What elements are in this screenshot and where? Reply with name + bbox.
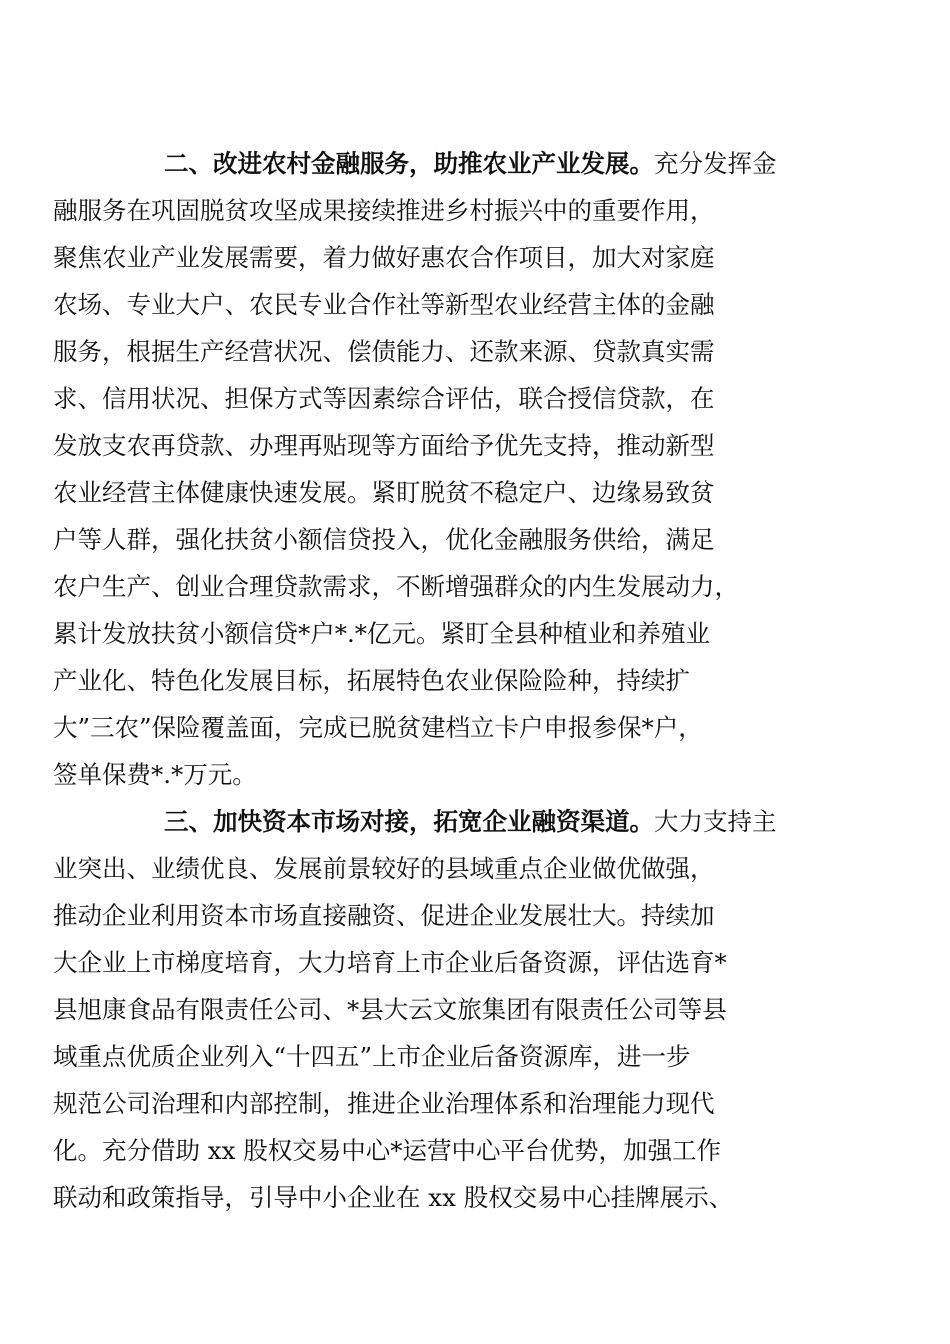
paragraph-3-heading: 三、加快资本市场对接，拓宽企业融资渠道。 — [164, 807, 654, 836]
paragraph-2-line: 累计发放扶贫小额信贷*户*.*亿元。紧盯全县种植业和养殖业 — [53, 619, 711, 648]
paragraph-2-line: 产业化、特色化发展目标，拓展特色农业保险险种，持续扩 — [53, 666, 690, 695]
paragraph-3-first-line-text: 大力支持主 — [654, 807, 777, 836]
paragraph-2-line: 服务，根据生产经营状况、偿债能力、还款来源、贷款真实需 — [53, 337, 715, 366]
paragraph-2-line: 求、信用状况、担保方式等因素综合评估，联合授信贷款，在 — [53, 384, 715, 413]
paragraph-2-line: 户等人群，强化扶贫小额信贷投入，优化金融服务供给，满足 — [53, 525, 715, 554]
paragraph-2-line: 聚焦农业产业发展需要，着力做好惠农合作项目，加大对家庭 — [53, 243, 715, 272]
paragraph-3-line: 域重点优质企业列入“十四五”上市企业后备资源库，进一步 — [53, 1042, 691, 1071]
paragraph-3-line: 化。充分借助 xx 股权交易中心*运营中心平台优势，加强工作 — [53, 1136, 721, 1165]
paragraph-2-line: 农业经营主体健康快速发展。紧盯脱贫不稳定户、边缘易致贫 — [53, 478, 715, 507]
paragraph-2-line: 农户生产、创业合理贷款需求，不断增强群众的内生发展动力， — [53, 572, 739, 601]
paragraph-3-first-line — [164, 798, 844, 845]
paragraph-3-line: 推动企业利用资本市场直接融资、促进企业发展壮大。持续加 — [53, 901, 715, 930]
paragraph-3-line: 县旭康食品有限责任公司、*县大云文旅集团有限责任公司等县 — [53, 995, 727, 1024]
paragraph-2-line: 签单保费*.*万元。 — [53, 760, 257, 789]
paragraph-2-line: 融服务在巩固脱贫攻坚成果接续推进乡村振兴中的重要作用， — [53, 196, 715, 225]
body-text — [53, 140, 844, 1221]
paragraph-3-line: 大企业上市梯度培育，大力培育上市企业后备资源，评估选育* — [53, 948, 727, 977]
paragraph-2-line: 大”三农”保险覆盖面，完成已脱贫建档立卡户申报参保*户， — [53, 713, 703, 742]
paragraph-2-first-line — [164, 140, 844, 187]
paragraph-3-line: 规范公司治理和内部控制，推进企业治理体系和治理能力现代 — [53, 1089, 715, 1118]
paragraph-2-line: 发放支农再贷款、办理再贴现等方面给予优先支持，推动新型 — [53, 431, 715, 460]
paragraph-2-heading: 二、改进农村金融服务，助推农业产业发展。 — [164, 149, 654, 178]
paragraph-3-line: 业突出、业绩优良、发展前景较好的县域重点企业做优做强， — [53, 854, 715, 883]
paragraph-3-line: 联动和政策指导，引导中小企业在 xx 股权交易中心挂牌展示、 — [53, 1183, 734, 1212]
paragraph-2-line: 农场、专业大户、农民专业合作社等新型农业经营主体的金融 — [53, 290, 715, 319]
paragraph-2-first-line-text: 充分发挥金 — [654, 149, 777, 178]
